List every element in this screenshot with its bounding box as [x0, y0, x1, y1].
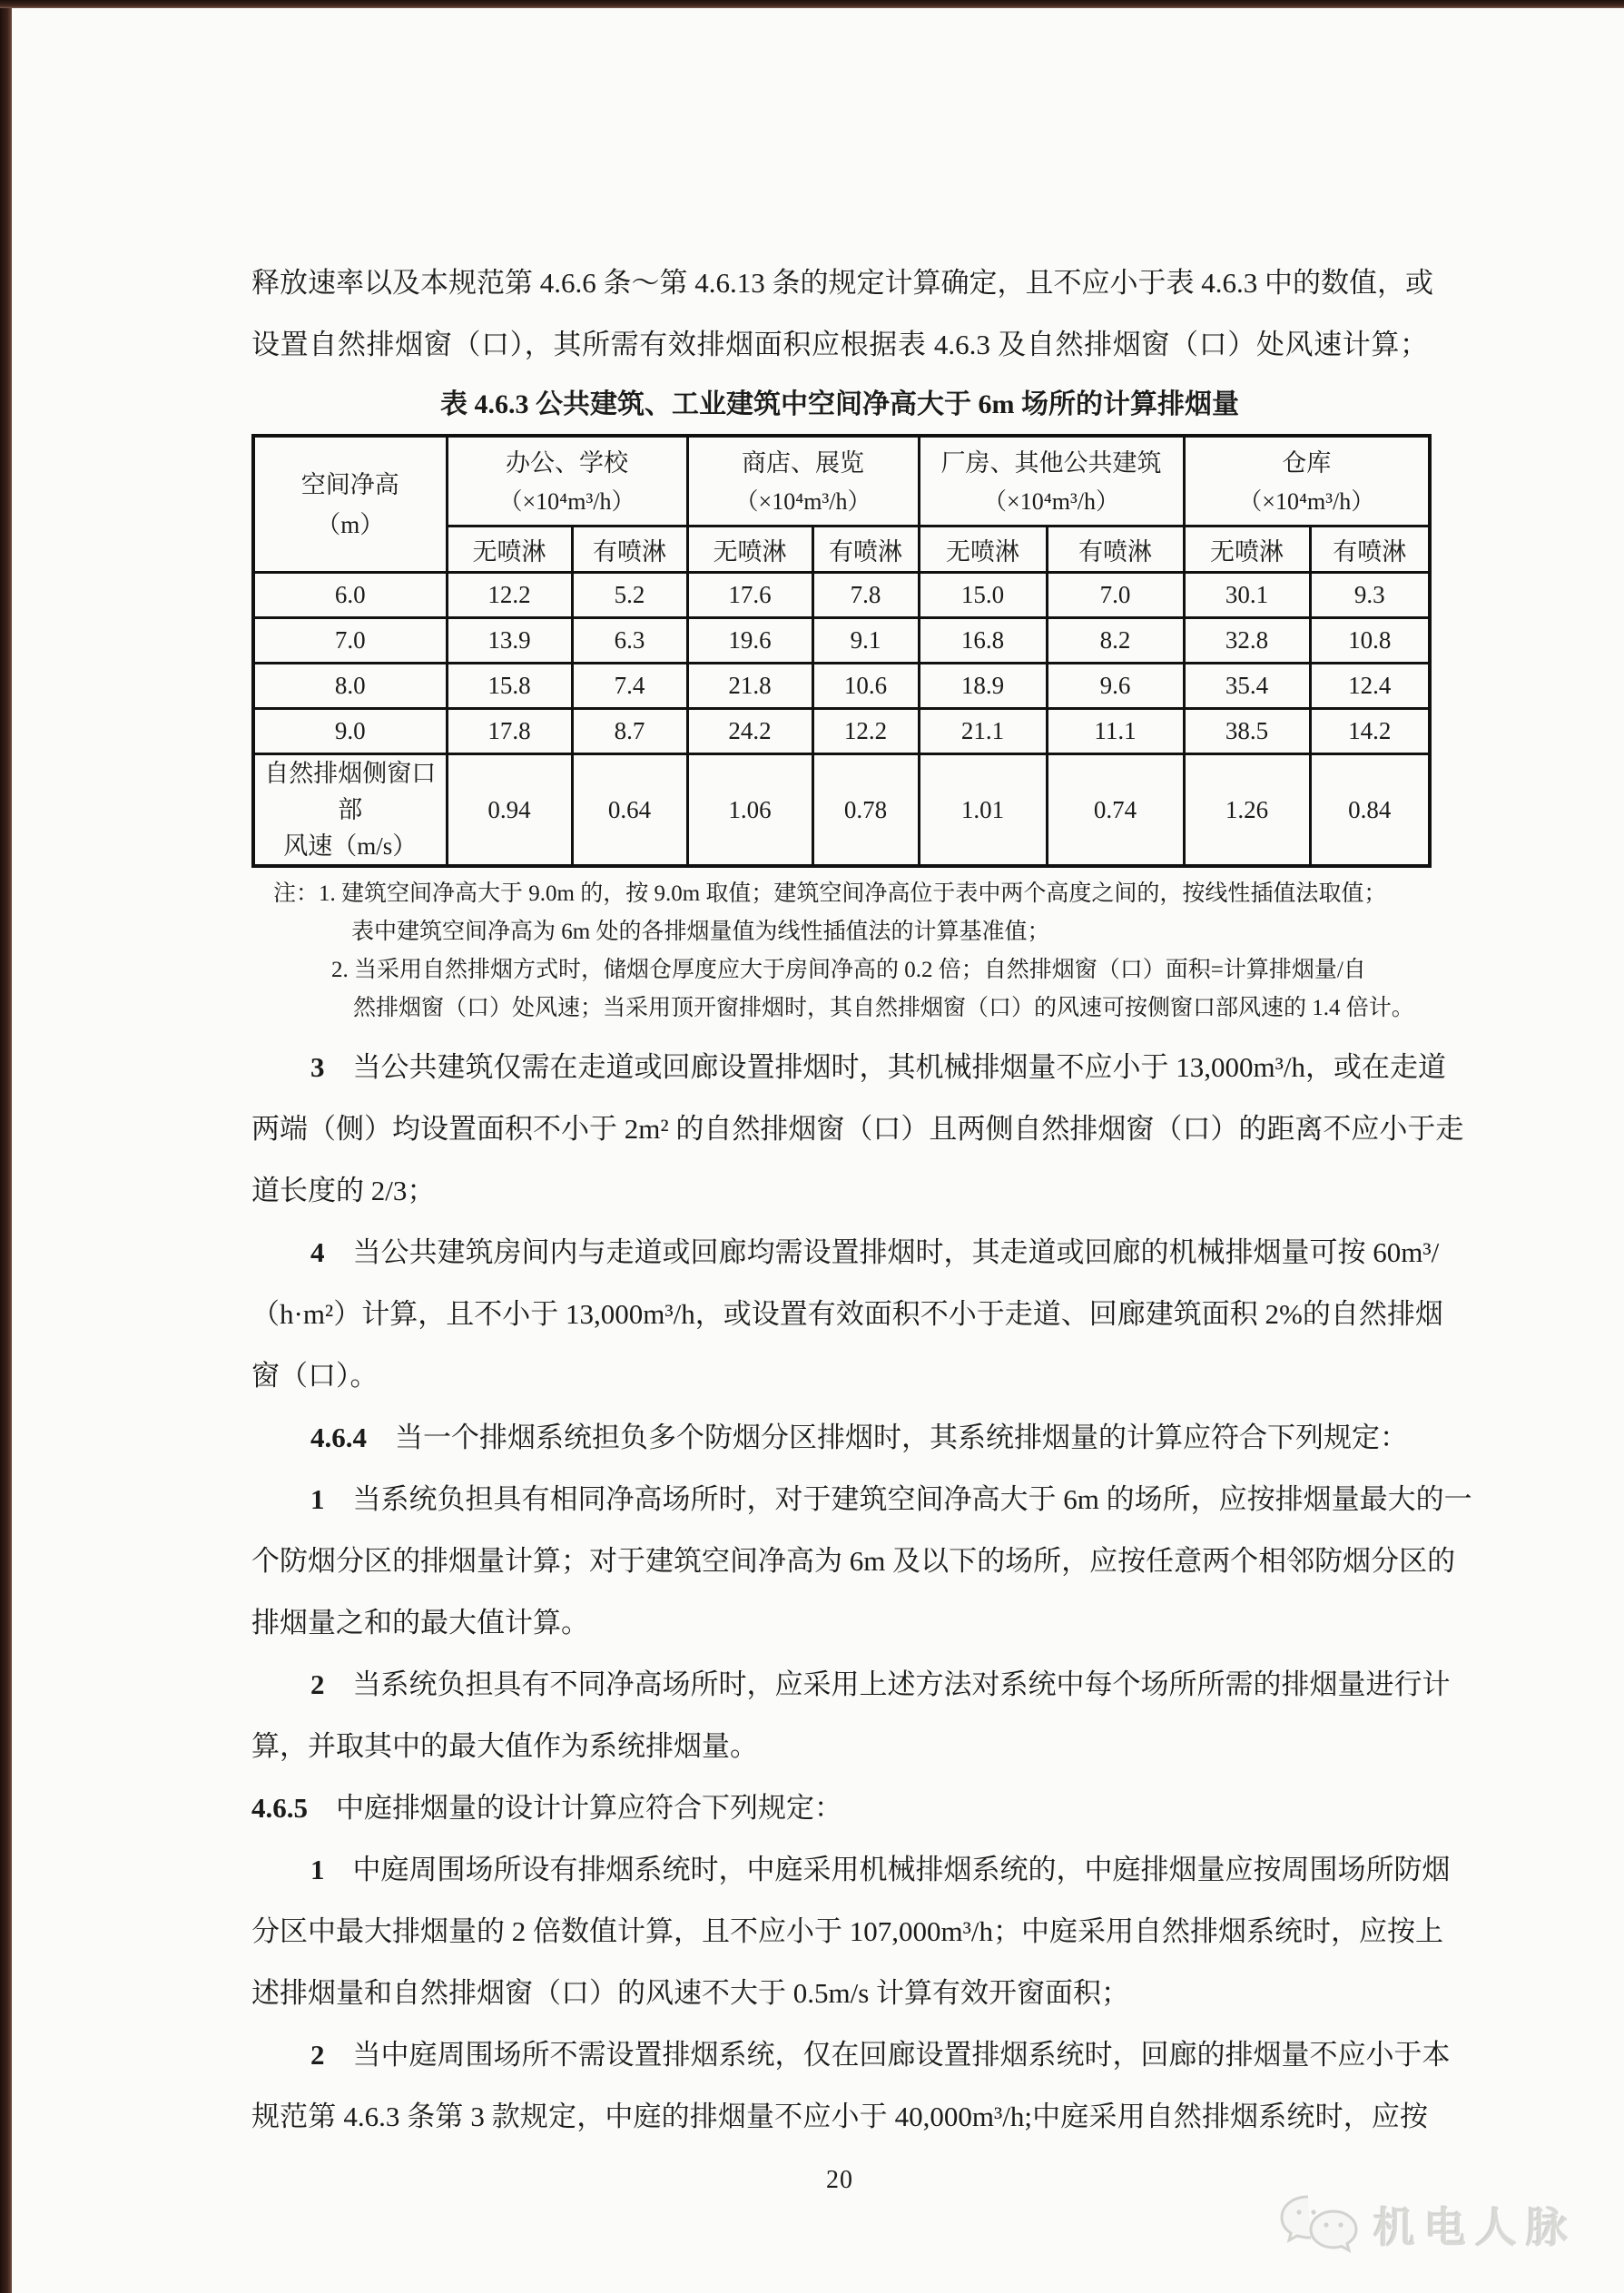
row-label: 9.0 [253, 709, 447, 754]
table-cell: 16.8 [919, 618, 1047, 664]
table-row [253, 573, 1430, 618]
paragraph-line [251, 1037, 1447, 1098]
paragraph-line [251, 1469, 1472, 1530]
item-number: 2 [310, 1668, 325, 1700]
row-label: 7.0 [253, 618, 447, 664]
watermark-text: 机电人脉 [1373, 2205, 1577, 2251]
row-label-line1: 自然排烟侧窗口部 [264, 760, 437, 823]
item-number: 1 [310, 1854, 325, 1885]
table-cell: 8.7 [572, 709, 687, 754]
line-text: 规范第 4.6.3 条第 3 款规定，中庭的排烟量不应小于 40,000m³/h;中庭采用自然排烟系统时，应按 [251, 2101, 1428, 2132]
clause-4-6-4 [251, 1407, 1428, 1469]
group-unit: （×10⁴m³/h） [983, 488, 1120, 515]
paragraph-line: 设置自然排烟窗（口），其所需有效排烟面积应根据表 4.6.3 及自然排烟窗（口）处风速计算； [251, 329, 1428, 360]
table-cell: 15.0 [919, 573, 1047, 618]
note-line: 然排烟窗（口）处风速；当采用顶开窗排烟时，其自然排烟窗（口）的风速可按侧窗口部风速的 1.4 倍计。 [353, 996, 1414, 1020]
clause-number: 4.6.5 [251, 1792, 308, 1824]
subheader-cell: 无喷淋 [1184, 527, 1310, 573]
note-line: 2. 当采用自然排烟方式时，储烟仓厚度应大于房间净高的 0.2 倍；自然排烟窗（口）面积=计算排烟量/自 [331, 958, 1366, 982]
table-cell: 38.5 [1184, 709, 1310, 754]
table-cell: 12.4 [1310, 664, 1430, 709]
line-text: 分区中最大排烟量的 2 倍数值计算，且不应小于 107,000m³/h；中庭采用自然排烟系统时，应按上 [251, 1915, 1444, 1947]
line-text: 当公共建筑仅需在走道或回廊设置排烟时，其机械排烟量不应小于 13,000m³/h，或在走道 [324, 1051, 1447, 1083]
wechat-icon [1277, 2193, 1361, 2257]
paragraph-line [251, 1284, 1443, 1345]
group-header-office-school [447, 436, 687, 527]
table-cell: 21.8 [687, 664, 812, 709]
table-cell: 17.8 [447, 709, 572, 754]
row-label-line2: 风速（m/s） [283, 832, 418, 860]
scan-left-edge [0, 0, 12, 2293]
item-number: 2 [310, 2039, 325, 2071]
table-cell: 7.0 [1047, 573, 1184, 618]
group-header-warehouse [1184, 436, 1430, 527]
line-text: 述排烟量和自然排烟窗（口）的风速不大于 0.5m/s 计算有效开窗面积； [251, 1977, 1130, 2009]
table-cell: 0.94 [447, 754, 572, 867]
item-number: 4 [310, 1236, 325, 1268]
table-cell: 12.2 [447, 573, 572, 618]
paragraph-line [251, 1222, 1440, 1284]
line-text: 个防烟分区的排烟量计算；对于建筑空间净高为 6m 及以下的场所，应按任意两个相邻防烟分区的 [251, 1545, 1456, 1577]
group-header-factory-public [919, 436, 1184, 527]
corner-line2: （m） [316, 510, 385, 538]
table-row [253, 618, 1430, 664]
table-cell: 9.6 [1047, 664, 1184, 709]
paragraph-line [251, 2024, 1451, 2086]
table-corner-header [253, 436, 447, 573]
table-cell: 17.6 [687, 573, 812, 618]
table-cell: 1.26 [1184, 754, 1310, 867]
subheader-cell: 有喷淋 [1310, 527, 1430, 573]
subheader-cell: 有喷淋 [812, 527, 919, 573]
paragraph-line [251, 2086, 1428, 2148]
line-text: 当系统负担具有不同净高场所时，应采用上述方法对系统中每个场所所需的排烟量进行计 [324, 1668, 1451, 1700]
table-cell: 1.01 [919, 754, 1047, 867]
clause-4-6-5 [251, 1777, 1428, 1839]
table-cell: 14.2 [1310, 709, 1430, 754]
intro-paragraph [251, 0, 1433, 376]
table-cell: 10.8 [1310, 618, 1430, 664]
table-cell: 0.64 [572, 754, 687, 867]
subheader-cell: 有喷淋 [572, 527, 687, 573]
note-line: 表中建筑空间净高为 6m 处的各排烟量值为线性插值法的计算基准值； [351, 920, 1050, 944]
group-name: 厂房、其他公共建筑 [940, 449, 1162, 477]
table-cell: 0.78 [812, 754, 919, 867]
paragraph-line: 释放速率以及本规范第 4.6.6 条～第 4.6.13 条的规定计算确定，且不应小于表 4.6.3 中的数值，或 [251, 267, 1433, 299]
line-text: 中庭排烟量的设计计算应符合下列规定： [308, 1792, 842, 1824]
paragraph-line [251, 1345, 1428, 1407]
body-text [251, 1037, 1472, 2148]
line-text: （h·m²）计算，且不小于 13,000m³/h，或设置有效面积不小于走道、回廊建筑面积 2%的自然排烟 [251, 1298, 1443, 1330]
corner-line1: 空间净高 [300, 470, 399, 498]
table-cell: 12.2 [812, 709, 919, 754]
table-cell: 1.06 [687, 754, 812, 867]
item-number: 3 [310, 1051, 325, 1083]
table-cell: 32.8 [1184, 618, 1310, 664]
line-text: 道长度的 2/3； [251, 1175, 436, 1206]
table-cell: 10.6 [812, 664, 919, 709]
table-row [253, 664, 1430, 709]
table-cell: 35.4 [1184, 664, 1310, 709]
clause-number: 4.6.4 [310, 1422, 367, 1453]
line-text: 窗（口）。 [251, 1360, 379, 1392]
row-label: 6.0 [253, 573, 447, 618]
paragraph-line [251, 1901, 1444, 1963]
table-row [253, 709, 1430, 754]
line-text: 两端（侧）均设置面积不小于 2m² 的自然排烟窗（口）且两侧自然排烟窗（口）的距离不应小于走 [251, 1113, 1464, 1145]
paragraph-line [251, 1530, 1456, 1592]
group-name: 办公、学校 [506, 449, 628, 477]
table-notes [251, 875, 1428, 1028]
table-cell: 21.1 [919, 709, 1047, 754]
table-title: 表 4.6.3 公共建筑、工业建筑中空间净高大于 6m 场所的计算排烟量 [440, 389, 1239, 419]
line-text: 当系统负担具有相同净高场所时，对于建筑空间净高大于 6m 的场所，应按排烟量最大的一 [324, 1483, 1472, 1515]
subheader-cell: 有喷淋 [1047, 527, 1184, 573]
table-cell: 9.1 [812, 618, 919, 664]
line-text: 排烟量之和的最大值计算。 [251, 1607, 589, 1639]
row-label [253, 754, 447, 867]
line-text: 当中庭周围场所不需设置排烟系统，仅在回廊设置排烟系统时，回廊的排烟量不应小于本 [324, 2039, 1451, 2071]
line-text: 当一个排烟系统担负多个防烟分区排烟时，其系统排烟量的计算应符合下列规定： [367, 1422, 1408, 1453]
table-cell: 7.8 [812, 573, 919, 618]
paragraph-line [251, 1160, 1428, 1222]
subheader-cell: 无喷淋 [687, 527, 812, 573]
table-cell: 5.2 [572, 573, 687, 618]
table-cell: 13.9 [447, 618, 572, 664]
group-name: 仓库 [1282, 449, 1332, 477]
paragraph-line [251, 1098, 1464, 1160]
table-cell: 15.8 [447, 664, 572, 709]
table-cell: 30.1 [1184, 573, 1310, 618]
watermark [1277, 2193, 1577, 2257]
table-cell: 0.74 [1047, 754, 1184, 867]
group-unit: （×10⁴m³/h） [734, 488, 871, 515]
item-number: 1 [310, 1483, 325, 1515]
table-cell: 24.2 [687, 709, 812, 754]
subheader-cell: 无喷淋 [447, 527, 572, 573]
table-cell: 19.6 [687, 618, 812, 664]
paragraph-line [251, 1654, 1451, 1716]
line-text: 中庭周围场所设有排烟系统时，中庭采用机械排烟系统的，中庭排烟量应按周围场所防烟 [324, 1854, 1451, 1885]
table-cell: 18.9 [919, 664, 1047, 709]
table-row-window-speed [253, 754, 1430, 867]
paragraph-line [251, 1963, 1428, 2024]
group-header-shop-exhibit [687, 436, 919, 527]
table-cell: 6.3 [572, 618, 687, 664]
table-cell: 11.1 [1047, 709, 1184, 754]
line-text: 当公共建筑房间内与走道或回廊均需设置排烟时，其走道或回廊的机械排烟量可按 60m³/ [324, 1236, 1440, 1268]
table-4-6-3 [251, 434, 1432, 868]
page-content [251, 0, 1472, 2195]
line-text: 算，并取其中的最大值作为系统排烟量。 [251, 1730, 758, 1762]
table-cell: 7.4 [572, 664, 687, 709]
table-cell: 9.3 [1310, 573, 1430, 618]
table-cell: 0.84 [1310, 754, 1430, 867]
subheader-cell: 无喷淋 [919, 527, 1047, 573]
table-cell: 8.2 [1047, 618, 1184, 664]
group-unit: （×10⁴m³/h） [498, 488, 635, 515]
paragraph-line [251, 1592, 1428, 1654]
paragraph-line [251, 1716, 1428, 1777]
group-unit: （×10⁴m³/h） [1238, 488, 1375, 515]
page-number: 20 [826, 2166, 853, 2194]
group-name: 商店、展览 [742, 449, 865, 477]
row-label: 8.0 [253, 664, 447, 709]
note-line: 注：1. 建筑空间净高大于 9.0m 的，按 9.0m 取值；建筑空间净高位于表中两个高度之间的，按线性插值法取值； [273, 881, 1387, 906]
paragraph-line [251, 1839, 1451, 1901]
